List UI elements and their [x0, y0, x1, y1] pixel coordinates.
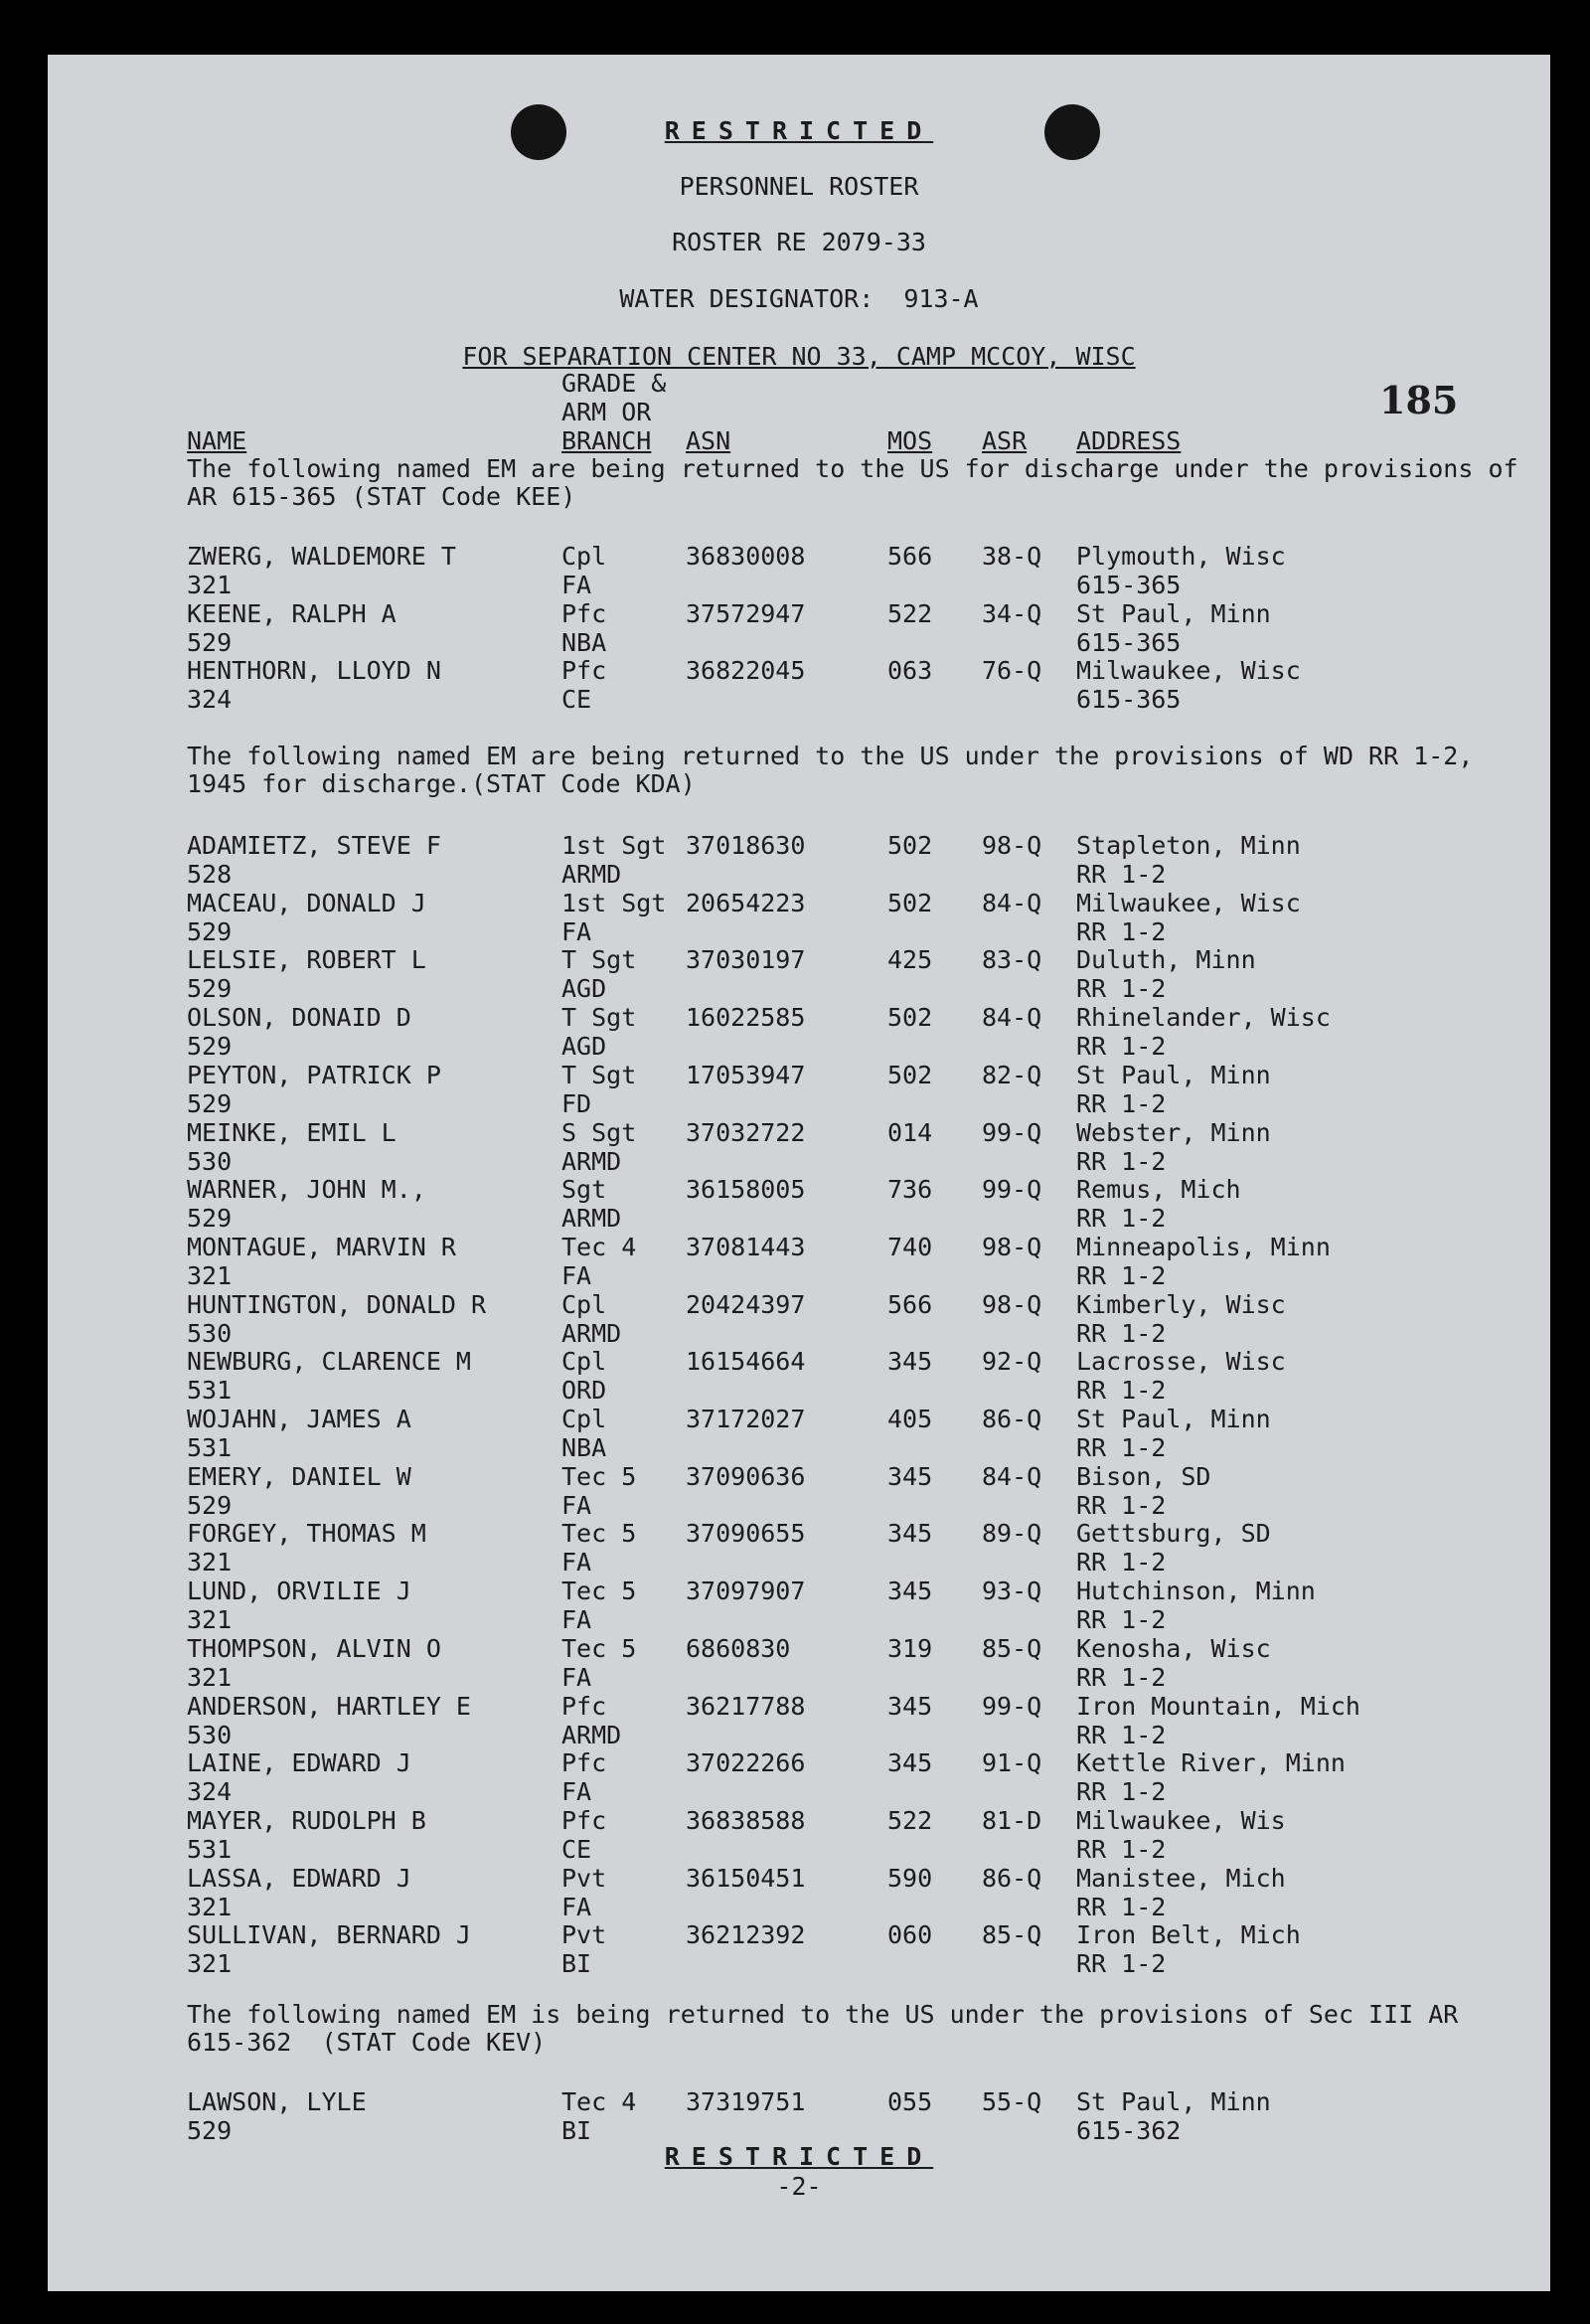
roster-mos: 063 — [887, 656, 933, 686]
roster-code: 530 — [187, 1318, 233, 1348]
roster-mos: 345 — [887, 1748, 933, 1778]
roster-row — [48, 1233, 1550, 1290]
roster-row — [48, 945, 1550, 1003]
roster-name: ADAMIETZ, STEVE F — [187, 831, 441, 860]
roster-reference: RR 1-2 — [1076, 1490, 1167, 1520]
roster-mos: 736 — [887, 1175, 933, 1205]
roster-branch: FA — [561, 1605, 592, 1635]
column-header-grade-1: GRADE & — [561, 369, 667, 398]
roster-row — [48, 1692, 1550, 1749]
roster-branch: FA — [561, 1548, 592, 1577]
roster-row — [48, 2087, 1550, 2145]
roster-code: 530 — [187, 1720, 233, 1749]
roster-row — [48, 1806, 1550, 1864]
roster-reference: 615-365 — [1076, 685, 1182, 715]
roster-grade: Cpl — [561, 542, 607, 571]
roster-name: THOMPSON, ALVIN O — [187, 1633, 441, 1663]
roster-asn: 20424397 — [686, 1289, 806, 1319]
roster-asn: 20654223 — [686, 888, 806, 917]
section-intro: The following named EM are being returned to the US under the provisions of WD RR 1-2, 1945 for discharge.(STAT Code KDA) — [187, 742, 1489, 798]
roster-branch: NBA — [561, 1433, 607, 1462]
roster-mos: 319 — [887, 1633, 933, 1663]
roster-asn: 37032722 — [686, 1117, 806, 1147]
roster-asr: 98-Q — [982, 831, 1042, 860]
roster-asn: 37090655 — [686, 1519, 806, 1549]
section-intro: The following named EM is being returned to the US under the provisions of Sec III AR 615-362 (STAT Code KEV) — [187, 2000, 1474, 2057]
roster-address: Stapleton, Minn — [1076, 831, 1301, 860]
roster-grade: Pfc — [561, 656, 607, 686]
roster-row — [48, 599, 1550, 657]
page-stamp-number: 185 — [1379, 378, 1459, 422]
roster-row — [48, 1577, 1550, 1634]
roster-reference: RR 1-2 — [1076, 916, 1167, 946]
roster-grade: 1st Sgt — [561, 888, 667, 917]
column-header-mos: MOS — [887, 426, 933, 455]
roster-reference: RR 1-2 — [1076, 1720, 1167, 1749]
roster-asr: 99-Q — [982, 1117, 1042, 1147]
roster-name: HUNTINGTON, DONALD R — [187, 1289, 487, 1319]
roster-row — [48, 1519, 1550, 1577]
page-number: -2- — [776, 2172, 822, 2201]
roster-branch: FA — [561, 1892, 592, 1921]
roster-asn: 37018630 — [686, 831, 806, 860]
roster-reference: RR 1-2 — [1076, 1204, 1167, 1234]
roster-code: 321 — [187, 1949, 233, 1979]
roster-grade: Tec 4 — [561, 1232, 637, 1261]
roster-reference: RR 1-2 — [1076, 1605, 1167, 1635]
roster-mos: 502 — [887, 1060, 933, 1089]
roster-asn: 37097907 — [686, 1577, 806, 1606]
roster-address: Kimberly, Wisc — [1076, 1289, 1286, 1319]
roster-name: LASSA, EDWARD J — [187, 1863, 411, 1893]
roster-code: 324 — [187, 1777, 233, 1807]
roster-grade: 1st Sgt — [561, 831, 667, 860]
roster-mos: 060 — [887, 1920, 933, 1950]
roster-reference: RR 1-2 — [1076, 1662, 1167, 1692]
column-header-grade-3: BRANCH — [561, 426, 652, 455]
roster-reference: RR 1-2 — [1076, 1777, 1167, 1807]
roster-code: 321 — [187, 1662, 233, 1692]
column-header-address: ADDRESS — [1076, 426, 1182, 455]
roster-asr: 98-Q — [982, 1289, 1042, 1319]
roster-grade: Tec 5 — [561, 1461, 637, 1491]
roster-code: 531 — [187, 1433, 233, 1462]
roster-asn: 36830008 — [686, 542, 806, 571]
roster-reference: RR 1-2 — [1076, 1834, 1167, 1864]
roster-mos: 590 — [887, 1863, 933, 1893]
destination: FOR SEPARATION CENTER NO 33, CAMP MCCOY, WISC — [462, 342, 1136, 371]
roster-asr: 86-Q — [982, 1863, 1042, 1893]
roster-address: Milwaukee, Wisc — [1076, 888, 1301, 917]
roster-address: St Paul, Minn — [1076, 1060, 1271, 1089]
roster-grade: Pfc — [561, 1691, 607, 1721]
roster-name: PEYTON, PATRICK P — [187, 1060, 441, 1089]
roster-address: Gettsburg, SD — [1076, 1519, 1271, 1549]
roster-name: WARNER, JOHN M., — [187, 1175, 426, 1205]
roster-reference: RR 1-2 — [1076, 1318, 1167, 1348]
roster-reference: RR 1-2 — [1076, 1146, 1167, 1176]
roster-number: ROSTER RE 2079-33 — [672, 228, 926, 256]
roster-grade: Pvt — [561, 1920, 607, 1950]
column-header-grade-2: ARM OR — [561, 398, 652, 426]
roster-row — [48, 656, 1550, 714]
roster-branch: FA — [561, 916, 592, 946]
roster-row — [48, 1290, 1550, 1348]
column-header-asn: ASN — [686, 426, 731, 455]
roster-row — [48, 1347, 1550, 1405]
roster-code: 324 — [187, 685, 233, 715]
roster-grade: Tec 5 — [561, 1577, 637, 1606]
roster-branch: ARMD — [561, 1204, 622, 1234]
roster-asn: 36217788 — [686, 1691, 806, 1721]
roster-address: St Paul, Minn — [1076, 2087, 1271, 2116]
roster-name: ZWERG, WALDEMORE T — [187, 542, 456, 571]
roster-address: Kenosha, Wisc — [1076, 1633, 1271, 1663]
roster-code: 529 — [187, 1204, 233, 1234]
roster-asn: 37319751 — [686, 2087, 806, 2116]
roster-address: Lacrosse, Wisc — [1076, 1347, 1286, 1377]
roster-reference: RR 1-2 — [1076, 860, 1167, 889]
roster-address: Plymouth, Wisc — [1076, 542, 1286, 571]
roster-reference: RR 1-2 — [1076, 1088, 1167, 1118]
roster-asn: 36822045 — [686, 656, 806, 686]
roster-address: Hutchinson, Minn — [1076, 1577, 1316, 1606]
roster-row — [48, 1920, 1550, 1978]
roster-grade: T Sgt — [561, 1060, 637, 1089]
roster-asn: 36212392 — [686, 1920, 806, 1950]
roster-row — [48, 542, 1550, 599]
document-title: PERSONNEL ROSTER — [679, 172, 919, 201]
roster-grade: Tec 5 — [561, 1519, 637, 1549]
roster-reference: RR 1-2 — [1076, 974, 1167, 1004]
roster-row — [48, 889, 1550, 946]
roster-mos: 345 — [887, 1461, 933, 1491]
roster-branch: AGD — [561, 1032, 607, 1062]
roster-name: ANDERSON, HARTLEY E — [187, 1691, 471, 1721]
roster-branch: FA — [561, 571, 592, 599]
roster-branch: BI — [561, 1949, 592, 1979]
roster-mos: 566 — [887, 1289, 933, 1319]
roster-reference: RR 1-2 — [1076, 1376, 1167, 1406]
roster-code: 321 — [187, 1892, 233, 1921]
roster-grade: Cpl — [561, 1347, 607, 1377]
roster-asr: 38-Q — [982, 542, 1042, 571]
roster-mos: 345 — [887, 1347, 933, 1377]
roster-mos: 740 — [887, 1232, 933, 1261]
roster-asn: 16154664 — [686, 1347, 806, 1377]
roster-asn: 37090636 — [686, 1461, 806, 1491]
roster-row — [48, 1748, 1550, 1806]
roster-code: 529 — [187, 1032, 233, 1062]
water-designator: WATER DESIGNATOR: 913-A — [619, 284, 979, 313]
roster-asr: 84-Q — [982, 1003, 1042, 1033]
roster-grade: Cpl — [561, 1289, 607, 1319]
roster-address: Milwaukee, Wisc — [1076, 656, 1301, 686]
roster-asr: 76-Q — [982, 656, 1042, 686]
roster-code: 321 — [187, 1548, 233, 1577]
roster-asn: 36150451 — [686, 1863, 806, 1893]
roster-branch: BI — [561, 2116, 592, 2145]
roster-code: 321 — [187, 1260, 233, 1290]
roster-name: LUND, ORVILIE J — [187, 1577, 411, 1606]
roster-code: 530 — [187, 1146, 233, 1176]
roster-address: Remus, Mich — [1076, 1175, 1241, 1205]
roster-address: Iron Mountain, Mich — [1076, 1691, 1360, 1721]
classification-footer: RESTRICTED — [664, 2142, 934, 2171]
roster-name: MONTAGUE, MARVIN R — [187, 1232, 456, 1261]
roster-asr: 86-Q — [982, 1405, 1042, 1433]
roster-code: 531 — [187, 1376, 233, 1406]
roster-name: LELSIE, ROBERT L — [187, 945, 426, 975]
roster-mos: 055 — [887, 2087, 933, 2116]
roster-code: 529 — [187, 1088, 233, 1118]
roster-name: FORGEY, THOMAS M — [187, 1519, 426, 1549]
column-header-name: NAME — [187, 426, 247, 455]
roster-address: St Paul, Minn — [1076, 1405, 1271, 1433]
roster-mos: 566 — [887, 542, 933, 571]
roster-mos: 502 — [887, 1003, 933, 1033]
roster-reference: RR 1-2 — [1076, 1433, 1167, 1462]
roster-asn: 17053947 — [686, 1060, 806, 1089]
roster-branch: FA — [561, 1260, 592, 1290]
roster-row — [48, 1061, 1550, 1118]
roster-asr: 84-Q — [982, 888, 1042, 917]
roster-code: 529 — [187, 627, 233, 657]
roster-asn: 37081443 — [686, 1232, 806, 1261]
roster-branch: AGD — [561, 974, 607, 1004]
roster-asn: 36838588 — [686, 1805, 806, 1835]
roster-code: 321 — [187, 571, 233, 599]
roster-code: 529 — [187, 916, 233, 946]
roster-grade: Cpl — [561, 1405, 607, 1433]
roster-grade: Pfc — [561, 598, 607, 628]
roster-asn: 6860830 — [686, 1633, 791, 1663]
roster-row — [48, 1462, 1550, 1520]
roster-code: 528 — [187, 860, 233, 889]
roster-name: LAWSON, LYLE — [187, 2087, 367, 2116]
roster-grade: Tec 4 — [561, 2087, 637, 2116]
roster-branch: FA — [561, 1490, 592, 1520]
roster-grade: Pfc — [561, 1805, 607, 1835]
roster-asr: 99-Q — [982, 1691, 1042, 1721]
roster-mos: 502 — [887, 831, 933, 860]
roster-name: EMERY, DANIEL W — [187, 1461, 411, 1491]
roster-branch: ARMD — [561, 1720, 622, 1749]
roster-mos: 014 — [887, 1117, 933, 1147]
roster-row — [48, 1405, 1550, 1462]
roster-name: SULLIVAN, BERNARD J — [187, 1920, 471, 1950]
roster-address: Duluth, Minn — [1076, 945, 1256, 975]
roster-address: Rhinelander, Wisc — [1076, 1003, 1331, 1033]
roster-asr: 85-Q — [982, 1633, 1042, 1663]
roster-name: MAYER, RUDOLPH B — [187, 1805, 426, 1835]
roster-branch: FD — [561, 1088, 592, 1118]
roster-mos: 345 — [887, 1691, 933, 1721]
roster-asn: 37030197 — [686, 945, 806, 975]
roster-code: 529 — [187, 2116, 233, 2145]
roster-code: 531 — [187, 1834, 233, 1864]
roster-branch: FA — [561, 1662, 592, 1692]
roster-name: HENTHORN, LLOYD N — [187, 656, 441, 686]
roster-asr: 93-Q — [982, 1577, 1042, 1606]
roster-asr: 34-Q — [982, 598, 1042, 628]
roster-mos: 345 — [887, 1577, 933, 1606]
roster-asr: 81-D — [982, 1805, 1042, 1835]
roster-name: KEENE, RALPH A — [187, 598, 397, 628]
section-intro: The following named EM are being returned to the US for discharge under the provisions of AR 615-365 (STAT Code KEE) — [187, 454, 1533, 511]
roster-code: 529 — [187, 1490, 233, 1520]
roster-name: WOJAHN, JAMES A — [187, 1405, 411, 1433]
roster-asr: 83-Q — [982, 945, 1042, 975]
roster-grade: Tec 5 — [561, 1633, 637, 1663]
roster-asn: 37022266 — [686, 1748, 806, 1778]
roster-asn: 37572947 — [686, 598, 806, 628]
roster-row — [48, 1864, 1550, 1921]
roster-mos: 522 — [887, 598, 933, 628]
roster-row — [48, 831, 1550, 889]
roster-row — [48, 1634, 1550, 1692]
roster-address: Kettle River, Minn — [1076, 1748, 1346, 1778]
roster-row — [48, 1118, 1550, 1176]
roster-branch: CE — [561, 1834, 592, 1864]
roster-row — [48, 1003, 1550, 1061]
roster-name: MEINKE, EMIL L — [187, 1117, 397, 1147]
roster-mos: 425 — [887, 945, 933, 975]
roster-asr: 55-Q — [982, 2087, 1042, 2116]
roster-reference: RR 1-2 — [1076, 1548, 1167, 1577]
roster-grade: T Sgt — [561, 1003, 637, 1033]
roster-grade: Pvt — [561, 1863, 607, 1893]
roster-address: Webster, Minn — [1076, 1117, 1271, 1147]
roster-address: Bison, SD — [1076, 1461, 1211, 1491]
roster-asr: 82-Q — [982, 1060, 1042, 1089]
roster-branch: CE — [561, 685, 592, 715]
roster-branch: ARMD — [561, 1318, 622, 1348]
roster-mos: 502 — [887, 888, 933, 917]
roster-reference: RR 1-2 — [1076, 1260, 1167, 1290]
roster-grade: Sgt — [561, 1175, 607, 1205]
roster-asr: 99-Q — [982, 1175, 1042, 1205]
roster-asr: 91-Q — [982, 1748, 1042, 1778]
document-page — [48, 55, 1550, 2291]
roster-asn: 36158005 — [686, 1175, 806, 1205]
roster-branch: ORD — [561, 1376, 607, 1406]
roster-branch: NBA — [561, 627, 607, 657]
roster-branch: ARMD — [561, 1146, 622, 1176]
roster-name: NEWBURG, CLARENCE M — [187, 1347, 471, 1377]
roster-address: Minneapolis, Minn — [1076, 1232, 1331, 1261]
roster-code: 529 — [187, 974, 233, 1004]
roster-asr: 92-Q — [982, 1347, 1042, 1377]
roster-address: Manistee, Mich — [1076, 1863, 1286, 1893]
roster-code: 321 — [187, 1605, 233, 1635]
roster-address: St Paul, Minn — [1076, 598, 1271, 628]
roster-reference: RR 1-2 — [1076, 1892, 1167, 1921]
roster-reference: 615-365 — [1076, 571, 1182, 599]
roster-grade: Pfc — [561, 1748, 607, 1778]
roster-asr: 89-Q — [982, 1519, 1042, 1549]
roster-asn: 16022585 — [686, 1003, 806, 1033]
roster-mos: 522 — [887, 1805, 933, 1835]
roster-reference: 615-362 — [1076, 2116, 1182, 2145]
roster-grade: T Sgt — [561, 945, 637, 975]
roster-asr: 98-Q — [982, 1232, 1042, 1261]
roster-address: Milwaukee, Wis — [1076, 1805, 1286, 1835]
roster-name: MACEAU, DONALD J — [187, 888, 426, 917]
roster-branch: FA — [561, 1777, 592, 1807]
roster-address: Iron Belt, Mich — [1076, 1920, 1301, 1950]
roster-mos: 345 — [887, 1519, 933, 1549]
classification-header: RESTRICTED — [664, 116, 934, 145]
roster-reference: 615-365 — [1076, 627, 1182, 657]
roster-asn: 37172027 — [686, 1405, 806, 1433]
roster-grade: S Sgt — [561, 1117, 637, 1147]
roster-mos: 405 — [887, 1405, 933, 1433]
roster-row — [48, 1175, 1550, 1233]
roster-asr: 84-Q — [982, 1461, 1042, 1491]
column-header-asr: ASR — [982, 426, 1028, 455]
roster-branch: ARMD — [561, 860, 622, 889]
roster-reference: RR 1-2 — [1076, 1032, 1167, 1062]
roster-name: OLSON, DONAID D — [187, 1003, 411, 1033]
roster-asr: 85-Q — [982, 1920, 1042, 1950]
roster-name: LAINE, EDWARD J — [187, 1748, 411, 1778]
roster-reference: RR 1-2 — [1076, 1949, 1167, 1979]
